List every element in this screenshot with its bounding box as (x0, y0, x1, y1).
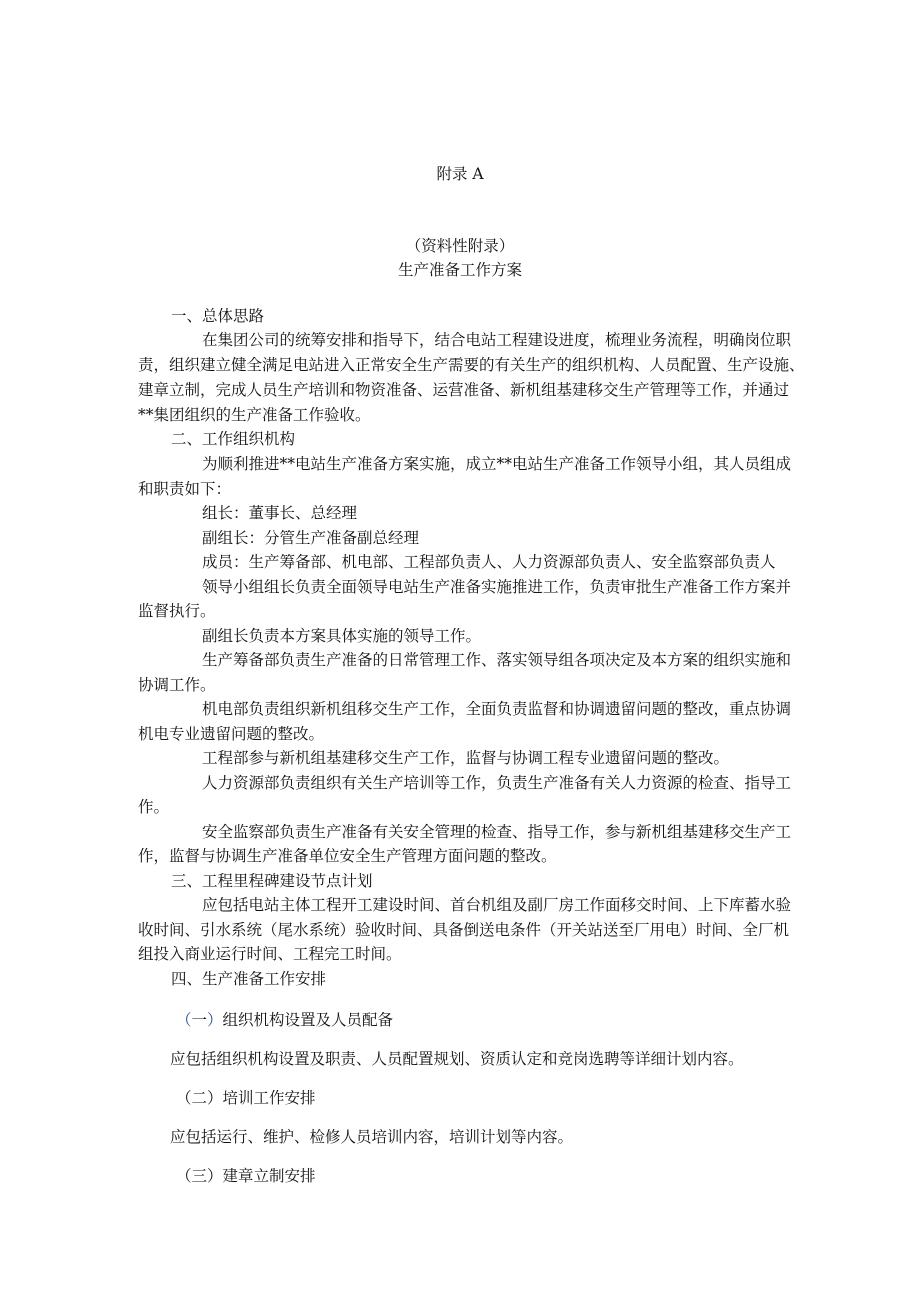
duty-line: 协调工作。 (138, 676, 216, 694)
org-leader: 组长：董事长、总经理 (202, 504, 358, 522)
document-title: 生产准备工作方案 (397, 261, 522, 279)
subsection-body: 应包括运行、维护、检修人员培训内容，培训计划等内容。 (170, 1128, 574, 1146)
section-heading: 四、生产准备工作安排 (171, 970, 327, 988)
duty-line: 机电部负责组织新机组移交生产工作，全面负责监督和协调遗留问题的整改，重点协调 (202, 700, 792, 718)
subsection-heading-2: （二）培训工作安排 (176, 1089, 316, 1107)
duty-line: 生产筹备部负责生产准备的日常管理工作、落实领导组各项决定及本方案的组织实施和 (202, 651, 792, 669)
paragraph-line: 为顺利推进**电站生产准备方案实施，成立**电站生产准备工作领导小组，其人员组成 (202, 455, 792, 473)
subsection-body: 应包括组织机构设置及职责、人员配置规划、资质认定和竞岗选聘等详细计划内容。 (170, 1050, 744, 1068)
appendix-label: 附录 A (436, 165, 484, 183)
paragraph-line: 在集团公司的统筹安排和指导下，结合电站工程建设进度，梳理业务流程，明确岗位职 (202, 331, 792, 349)
section-heading: 一、总体思路 (171, 307, 265, 325)
paragraph-line: 责，组织建立健全满足电站进入正常安全生产需要的有关生产的组织机构、人员配置、生产设施、 (138, 356, 805, 374)
duty-line: 监督执行。 (138, 602, 216, 620)
paren-open: （ (176, 1011, 192, 1029)
subsection-heading-1 (176, 1009, 393, 1031)
paragraph-line: **集团组织的生产准备工作验收。 (138, 406, 371, 424)
subsection-title: 组织机构设置及人员配备 (222, 1011, 394, 1029)
duty-line: 领导小组组长负责全面领导电站生产准备实施推进工作，负责审批生产准备工作方案并 (202, 578, 792, 596)
duty-line: 人力资源部负责组织有关生产培训等工作，负责生产准备有关人力资源的检查、指导工 (202, 774, 792, 792)
section-heading: 三、工程里程碑建设节点计划 (171, 872, 373, 890)
paragraph-line: 建章立制，完成人员生产培训和物资准备、运营准备、新机组基建移交生产管理等工作，并通过 (138, 381, 790, 399)
duty-line: 安全监察部负责生产准备有关安全管理的检查、指导工作，参与新机组基建移交生产工 (202, 823, 792, 841)
org-deputy: 副组长：分管生产准备副总经理 (202, 529, 420, 547)
section-heading: 二、工作组织机构 (171, 430, 296, 448)
appendix-type: （资料性附录） (405, 237, 515, 255)
subsection-heading-3: （三）建章立制安排 (176, 1167, 316, 1185)
paragraph-line: 收时间、引水系统（尾水系统）验收时间、具备倒送电条件（开关站送至厂用电）时间、全厂机 (138, 921, 790, 939)
paragraph-line: 组投入商业运行时间、工程完工时间。 (138, 945, 402, 963)
duty-line: 工程部参与新机组基建移交生产工作，监督与协调工程专业遗留问题的整改。 (202, 749, 730, 767)
org-members: 成员：生产筹备部、机电部、工程部负责人、人力资源部负责人、安全监察部负责人 (202, 553, 776, 571)
duty-line: 作，监督与协调生产准备单位安全生产管理方面问题的整改。 (138, 847, 557, 865)
duty-line: 副组长负责本方案具体实施的领导工作。 (202, 627, 482, 645)
paragraph-line: 应包括电站主体工程开工建设时间、首台机组及副厂房工作面移交时间、上下库蓄水验 (202, 896, 792, 914)
subsection-number: 一 (191, 1011, 208, 1029)
duty-line: 机电专业遗留问题的整改。 (138, 725, 325, 743)
paren-close: ） (207, 1011, 223, 1029)
paragraph-line: 和职责如下： (138, 480, 232, 498)
duty-line: 作。 (138, 798, 170, 816)
